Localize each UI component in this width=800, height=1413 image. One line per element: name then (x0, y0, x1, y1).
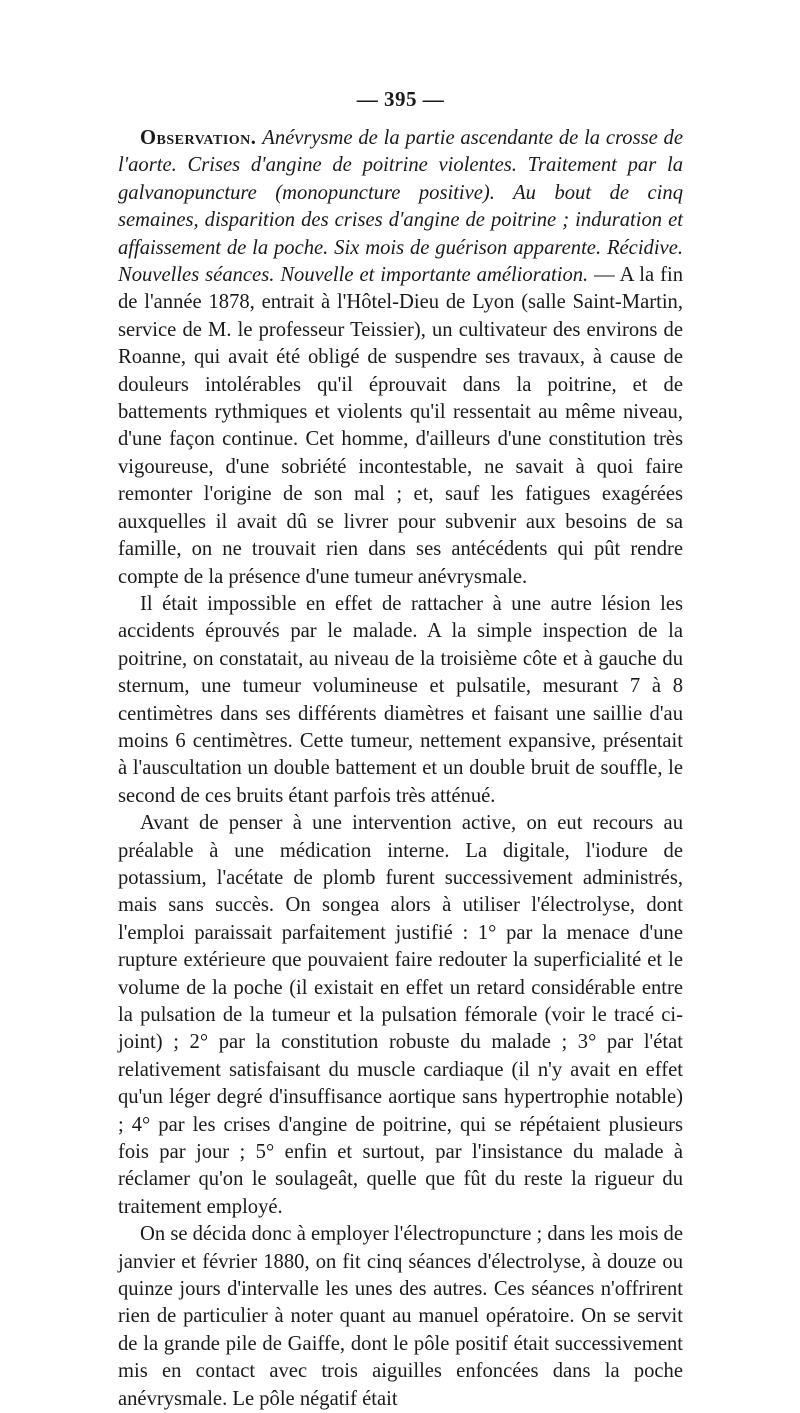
observation-label: Observation. (140, 127, 257, 149)
paragraph-treatment: Avant de penser à une intervention active, on eut recours au préalable à une médication interne. La digitale, l'iodure de potassium, l'acétate de plomb furent successivement administrés, mais sans succès. On songea alors à utiliser l'électrolyse, dont l'emploi paraissait parfaitement justifié : 1° par la menace d'une rupture extérieure que pouvaient faire redouter la superficialité et le volume de la poche (il existait en effet un retard considérable entre la pulsation de la tumeur et la pulsation fémorale (voir le tracé ci-joint) ; 2° par la constitution robuste du malade ; 3° par l'état relativement satisfaisant du muscle cardiaque (il n'y avait en effet qu'un léger degré d'insuffisance aortique sans hypertrophie notable) ; 4° par les crises d'angine de poitrine, qui se répétaient plusieurs fois par jour ; 5° enfin et surtout, par l'insistance du malade à réclamer qu'on le soulageât, quelle que fût du reste la rigueur du traitement employé. (118, 812, 683, 1218)
paragraph-electropuncture: On se décida donc à employer l'électropuncture ; dans les mois de janvier et février 1880, on fit cinq séances d'électrolyse, à douze ou quinze jours d'intervalle les unes des autres. Ces séances n'offrirent rien de particulier à noter quant au manuel opératoire. On se servit de la grande pile de Gaiffe, dont le pôle positif était successivement mis en contact avec trois aiguilles enfoncées dans la poche anévrysmale. Le pôle négatif était (118, 1223, 683, 1410)
observation-paragraph (118, 125, 683, 591)
observation-body: — A la fin de l'année 1878, entrait à l'Hôtel-Dieu de Lyon (salle Saint-Martin, service de M. le professeur Teissier), un cultivateur des environs de Roanne, qui avait été obligé de suspendre ses travaux, à cause de douleurs intolérables qu'il éprouvait dans la poitrine, et de battements rythmiques et violents qu'il ressentait au même niveau, d'une façon continue. Cet homme, d'ailleurs d'une constitution très vigoureuse, d'une sobriété incontestable, ne savait à quoi faire remonter l'origine de son mal ; et, sauf les fatigues exagérées auxquelles il avait dû se livrer pour subvenir aux besoins de sa famille, on ne trouvait rien dans ses antécédents qui pût rendre compte de la présence d'une tumeur anévrysmale. (118, 264, 683, 588)
page-number: — 395 — (356, 87, 445, 111)
paragraph-inspection: Il était impossible en effet de rattacher à une autre lésion les accidents éprouvés par le malade. A la simple inspection de la poitrine, on constatait, au niveau de la troisième côte et à gauche du sternum, une tumeur volumineuse et pulsatile, mesurant 7 à 8 centimètres dans ses différents diamètres et faisant une saillie d'au moins 6 centimètres. Cette tumeur, nettement expansive, présentait à l'auscultation un double battement et un double bruit de souffle, le second de ces bruits étant parfois très atténué. (118, 592, 683, 807)
observation-title: Anévrysme de la partie ascendante de la crosse de l'aorte. Crises d'angine de poitrine violentes. Traitement par la galvanopuncture (monopuncture positive). Au bout de cinq semaines, disparition des crises d'angine de poitrine ; induration et affaissement de la poche. Six mois de guérison apparente. Récidive. Nouvelles séances. Nouvelle et importante amélioration. (118, 127, 683, 287)
book-page (118, 86, 683, 1410)
